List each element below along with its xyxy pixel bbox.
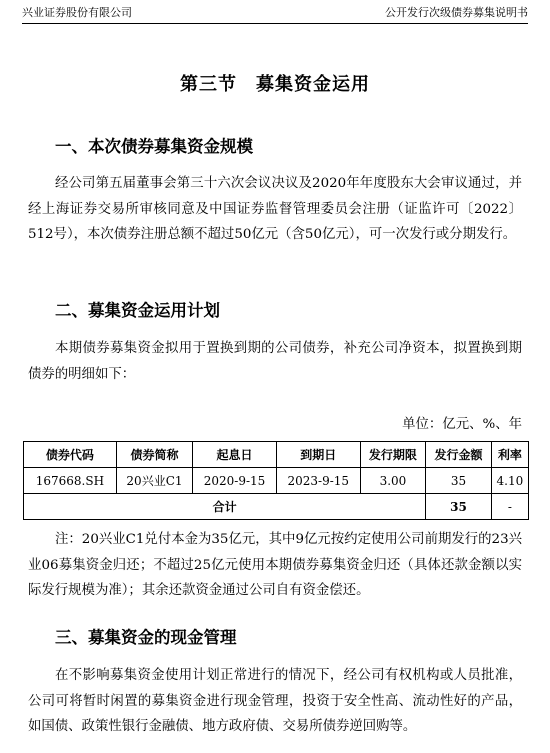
cell-start: 2020-9-15 — [193, 468, 277, 494]
col-header-amount: 发行金额 — [426, 442, 492, 468]
total-rate: - — [491, 494, 528, 520]
page-header — [22, 4, 528, 24]
bond-table — [23, 441, 529, 520]
section-1-paragraph: 经公司第五届董事会第三十六次会议决议及2020年年度股东大会审议通过，并经上海证券交易所审核同意及中国证券监督管理委员会注册（证监许可〔2022〕512号），本次债券注册总额不超过50亿元（含50亿元），可一次发行或分期发行。 — [28, 176, 522, 242]
section-2-paragraph: 本期债券募集资金拟用于置换到期的公司债券，补充公司净资本，拟置换到期债券的明细如下： — [28, 341, 522, 382]
section-heading-3: 三、募集资金的现金管理 — [55, 628, 237, 647]
cell-rate: 4.10 — [491, 468, 528, 494]
cell-name: 20兴业C1 — [116, 468, 192, 494]
header-doc-title: 公开发行次级债券募集说明书 — [385, 6, 528, 19]
col-header-term: 发行期限 — [360, 442, 426, 468]
col-header-code: 债券代码 — [24, 442, 117, 468]
section-heading-1: 一、本次债券募集资金规模 — [55, 137, 253, 156]
col-header-name: 债券简称 — [116, 442, 192, 468]
unit-note: 单位：亿元、%、年 — [402, 417, 522, 432]
section-3-paragraph: 在不影响募集资金使用计划正常进行的情况下，经公司有权机构或人员批准，公司可将暂时闲置的募集资金进行现金管理，投资于安全性高、流动性好的产品，如国债、政策性银行金融债、地方政府债、交易所债券逆回购等。 — [28, 668, 522, 734]
total-label: 合计 — [24, 494, 426, 520]
cell-term: 3.00 — [360, 468, 426, 494]
col-header-start: 起息日 — [193, 442, 277, 468]
section-heading-2: 二、募集资金运用计划 — [55, 301, 220, 320]
total-amount: 35 — [426, 494, 492, 520]
col-header-end: 到期日 — [276, 442, 360, 468]
header-company: 兴业证券股份有限公司 — [22, 6, 132, 19]
col-header-rate: 利率 — [491, 442, 528, 468]
page-title: 第三节 募集资金运用 — [180, 74, 370, 95]
cell-code: 167668.SH — [24, 468, 117, 494]
cell-amount: 35 — [426, 468, 492, 494]
table-row — [24, 468, 529, 494]
table-total-row — [24, 494, 529, 520]
table-note: 注：20兴业C1兑付本金为35亿元，其中9亿元按约定使用公司前期发行的23兴业06募集资金归还；不超过25亿元使用本期债券募集资金归还（具体还款金额以实际发行规模为准）；其余还款资金通过公司自有资金偿还。 — [28, 532, 522, 598]
table-header-row — [24, 442, 529, 468]
cell-end: 2023-9-15 — [276, 468, 360, 494]
